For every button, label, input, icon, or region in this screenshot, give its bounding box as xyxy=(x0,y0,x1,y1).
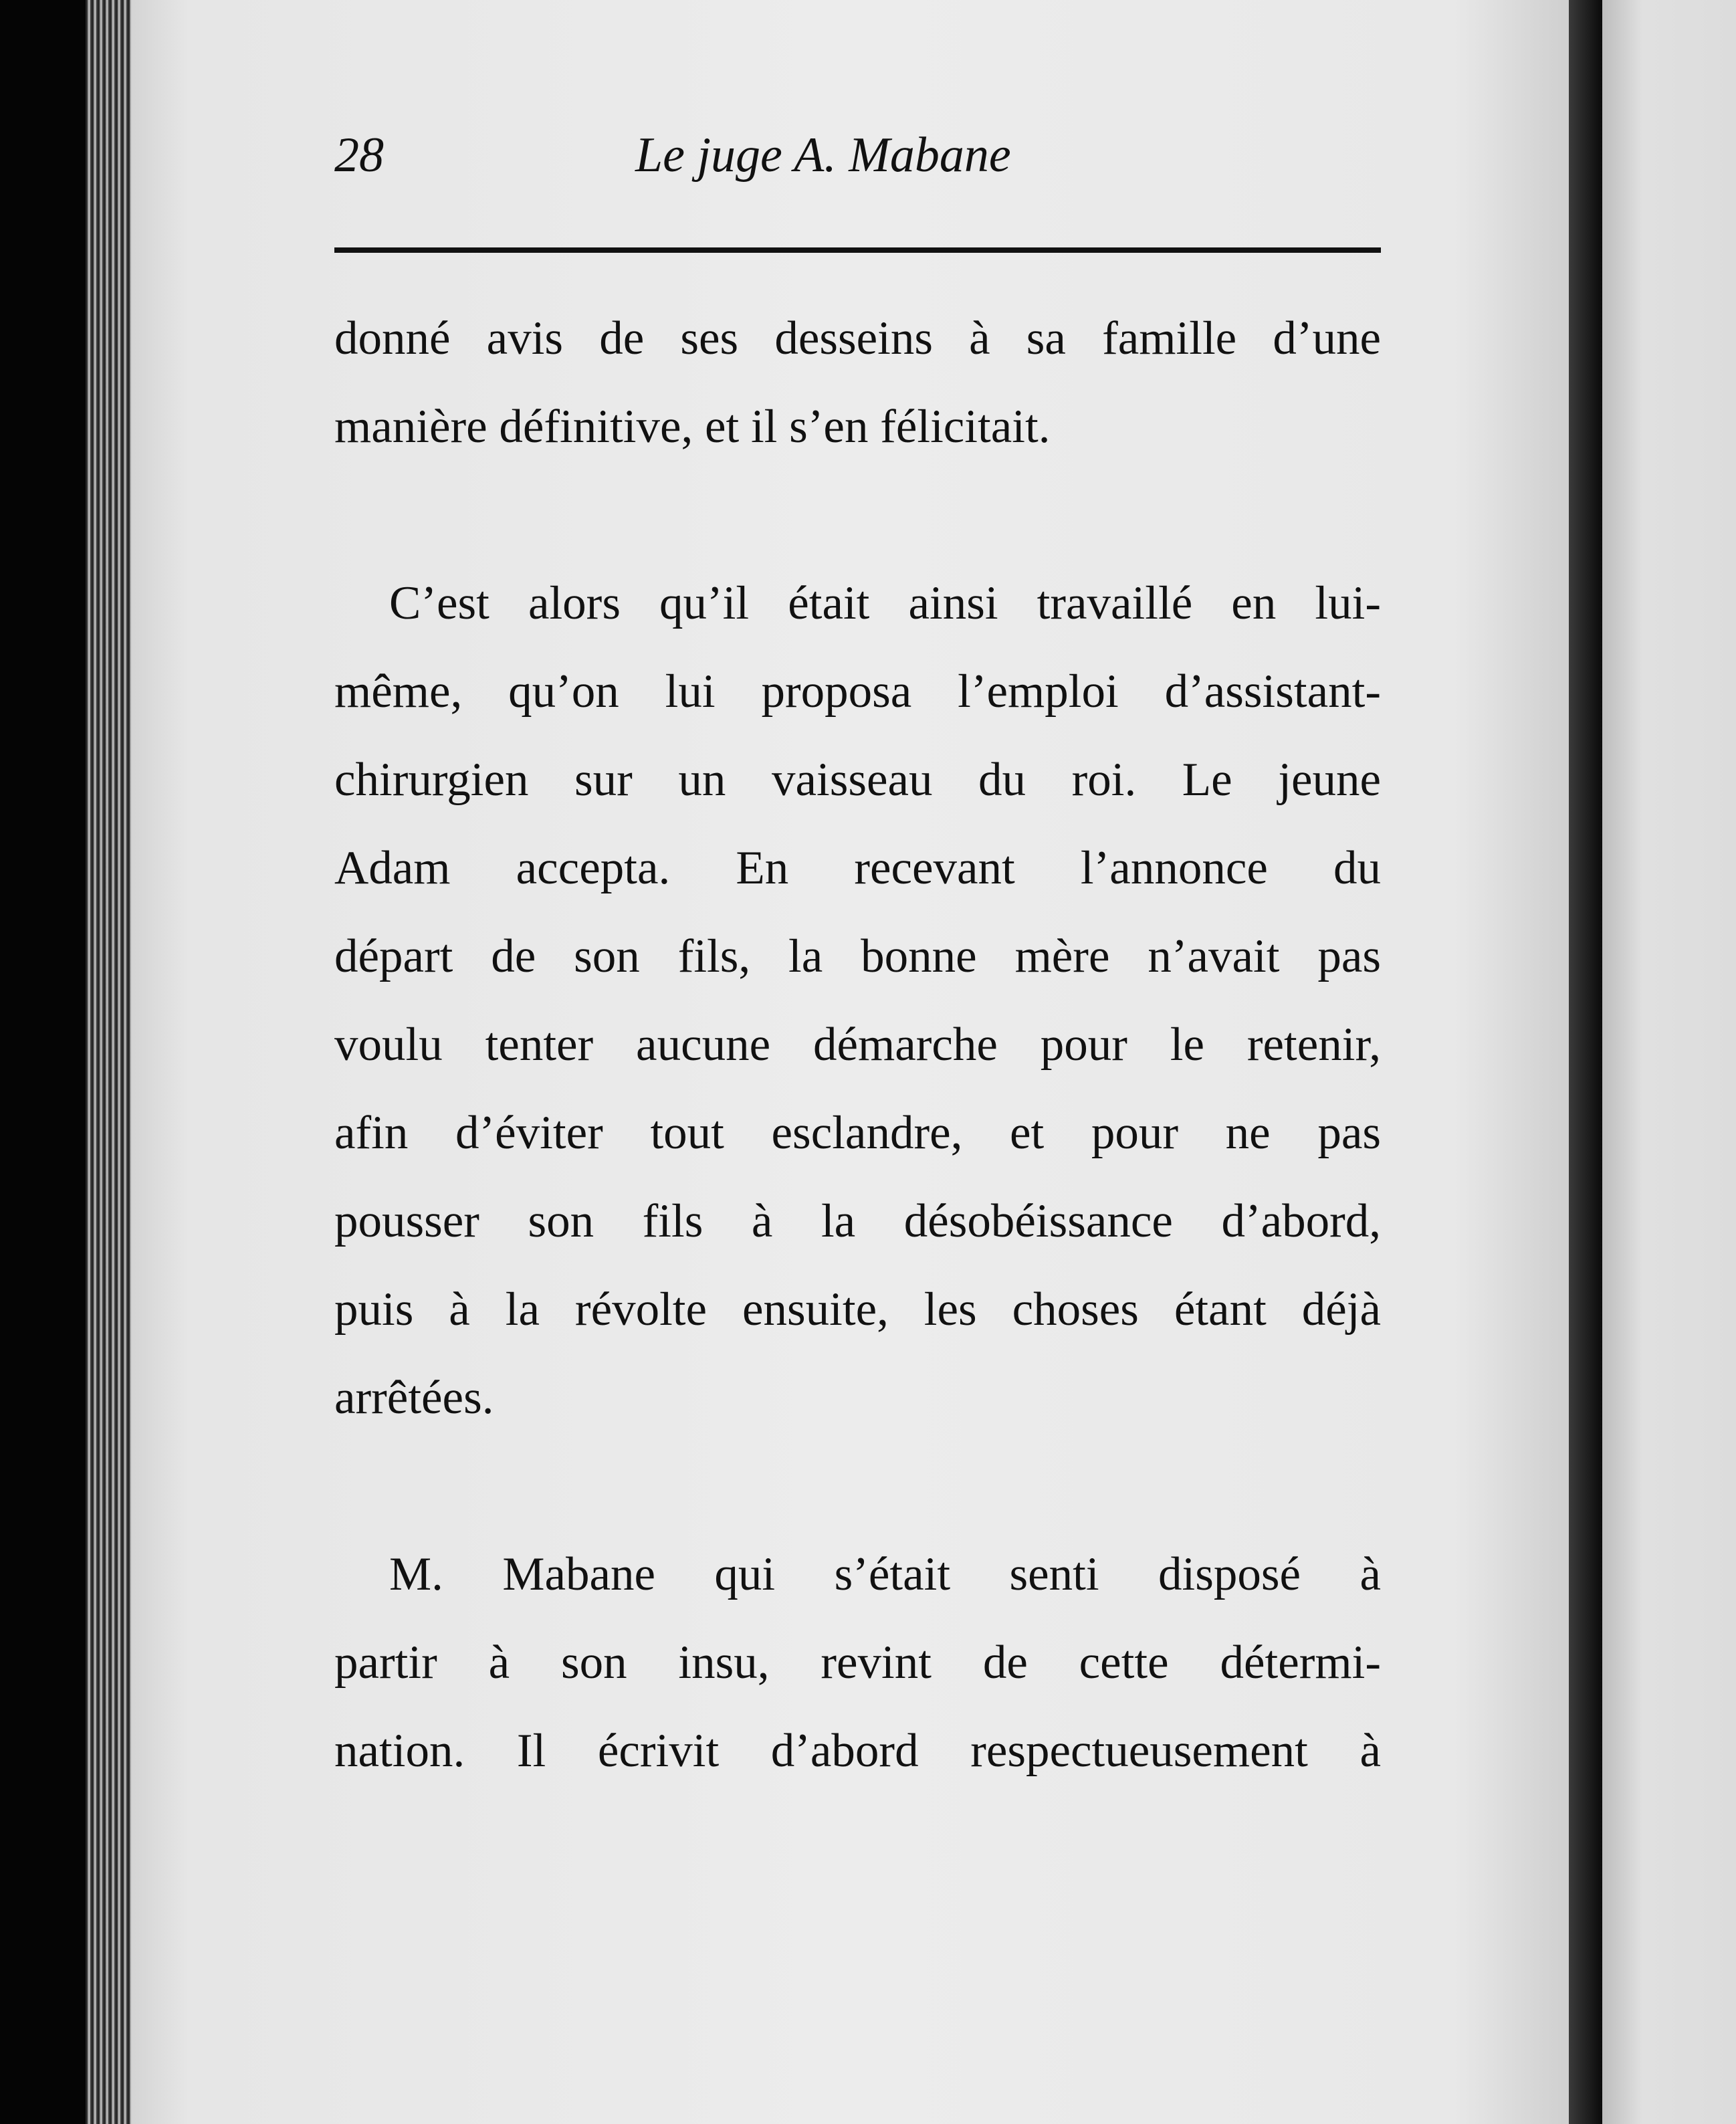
running-head xyxy=(334,127,1378,194)
text-line: afin d’éviter tout esclandre, et pour ne pas xyxy=(334,1107,1381,1159)
paragraph-gap xyxy=(334,471,1381,559)
paragraph-1 xyxy=(334,294,1381,471)
running-title: Le juge A. Mabane xyxy=(635,128,1011,183)
text-line: pousser son fils à la désobéissance d’abord, xyxy=(334,1195,1381,1247)
page-edges xyxy=(86,0,132,2124)
paragraph-2 xyxy=(334,559,1381,1442)
text-line: chirurgien sur un vaisseau du roi. Le jeune xyxy=(334,754,1381,806)
text-line: C’est alors qu’il était ainsi travaillé en lui- xyxy=(389,577,1381,629)
text-line: même, qu’on lui proposa l’emploi d’assistant- xyxy=(334,665,1381,718)
text-line: donné avis de ses desseins à sa famille d’une xyxy=(334,312,1381,364)
spine-shadow xyxy=(1569,0,1602,2124)
body-text xyxy=(334,294,1381,1795)
text-line: M. Mabane qui s’était senti disposé à xyxy=(389,1548,1381,1600)
text-line: voulu tenter aucune démarche pour le retenir, xyxy=(334,1019,1381,1071)
facing-page-edge xyxy=(1602,0,1736,2124)
paragraph-3 xyxy=(334,1530,1381,1795)
paragraph-gap xyxy=(334,1442,1381,1530)
text-line: partir à son insu, revint de cette détermi- xyxy=(334,1636,1381,1689)
page-number: 28 xyxy=(334,128,384,183)
text-line: nation. Il écrivit d’abord respectueusement à xyxy=(334,1725,1381,1777)
text-line: manière définitive, et il s’en félicitait. xyxy=(334,401,1051,453)
text-line: Adam accepta. En recevant l’annonce du xyxy=(334,842,1381,894)
text-line: départ de son fils, la bonne mère n’avait pas xyxy=(334,930,1381,982)
header-rule xyxy=(334,247,1381,253)
text-line: puis à la révolte ensuite, les choses étant déjà xyxy=(334,1283,1381,1336)
text-line: arrêtées. xyxy=(334,1372,494,1424)
